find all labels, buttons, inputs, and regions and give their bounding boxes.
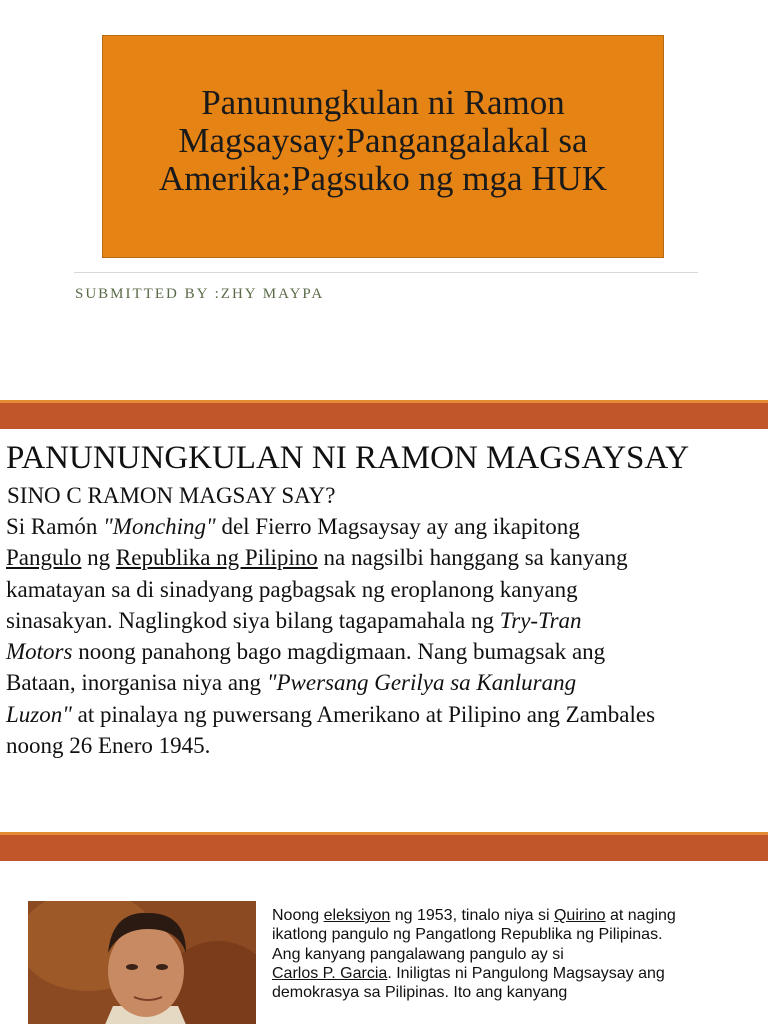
text: noong panahong bago magdigmaan. Nang bumagsak ang bbox=[72, 639, 606, 665]
divider bbox=[74, 272, 698, 273]
slide-separator bbox=[0, 835, 768, 861]
text: ng 1953, tinalo niya si bbox=[390, 907, 554, 924]
title-line: Magsaysay;Pangangalakal sa bbox=[178, 120, 588, 160]
link-carlos-garcia[interactable]: Carlos P. Garcia bbox=[272, 964, 388, 982]
title-slide bbox=[0, 0, 768, 400]
content-slide bbox=[0, 432, 768, 832]
italic-text: Motors bbox=[6, 639, 73, 665]
italic-text: "Monching" bbox=[103, 514, 216, 539]
body-line bbox=[272, 964, 766, 983]
text: . Iniligtas ni Pangulong Magsaysay ang bbox=[387, 964, 665, 982]
italic-text: "Pwersang Gerilya sa Kanlurang bbox=[266, 670, 577, 696]
body-line bbox=[6, 667, 756, 698]
body-line bbox=[6, 605, 756, 636]
body-line bbox=[6, 542, 756, 573]
slide-heading: PANUNUNGKULAN NI RAMON MAGSAYSAY bbox=[6, 440, 690, 476]
body-line bbox=[6, 636, 756, 667]
title-line: Amerika;Pagsuko ng mga HUK bbox=[158, 158, 608, 198]
text: Si Ramón bbox=[6, 514, 104, 539]
link-pangulo[interactable]: Pangulo bbox=[6, 545, 82, 571]
portrait-illustration bbox=[28, 901, 256, 1024]
body-line: Ang kanyang pangalawang pangulo ay si bbox=[272, 945, 564, 963]
portrait-image bbox=[28, 901, 256, 1024]
slide-separator bbox=[0, 403, 768, 429]
slide-title bbox=[159, 84, 607, 198]
body-line bbox=[6, 511, 756, 542]
body-line: ikatlong pangulo ng Pangatlong Republika ng Pilipinas. bbox=[272, 926, 663, 944]
text: na nagsilbi hanggang sa kanyang bbox=[317, 545, 628, 571]
slide-body bbox=[6, 511, 756, 761]
text: sinasakyan. Naglingkod siya bilang tagapamahala ng bbox=[6, 607, 500, 633]
link-quirino[interactable]: Quirino bbox=[553, 907, 606, 924]
submitted-by: SUBMITTED BY :ZHY MAYPA bbox=[75, 286, 325, 302]
body-line bbox=[6, 699, 756, 730]
link-republika[interactable]: Republika ng Pilipino bbox=[115, 545, 318, 571]
text: at naging bbox=[605, 907, 676, 924]
title-box bbox=[102, 35, 664, 258]
italic-text: Luzon" bbox=[6, 701, 72, 727]
content-slide-with-portrait bbox=[0, 866, 768, 1024]
text: ng bbox=[81, 545, 116, 571]
slide-body bbox=[272, 906, 766, 1002]
italic-text: Try-Tran bbox=[499, 607, 582, 633]
body-line bbox=[272, 906, 766, 925]
text: Noong bbox=[272, 907, 324, 924]
body-line: demokrasya sa Pilipinas. Ito ang kanyang bbox=[272, 984, 568, 1002]
text: Bataan, inorganisa niya ang bbox=[6, 670, 267, 696]
text: del Fierro Magsaysay ay ang ikapitong bbox=[215, 514, 580, 539]
body-line: kamatayan sa di sinadyang pagbagsak ng eroplanong kanyang bbox=[6, 576, 578, 602]
text: at pinalaya ng puwersang Amerikano at Pilipino ang Zambales bbox=[71, 701, 656, 727]
title-line: Panunungkulan ni Ramon bbox=[201, 82, 565, 122]
slide-subheading: SINO C RAMON MAGSAY SAY? bbox=[7, 483, 336, 508]
body-line: noong 26 Enero 1945. bbox=[6, 733, 211, 759]
link-eleksiyon[interactable]: eleksiyon bbox=[323, 907, 391, 924]
